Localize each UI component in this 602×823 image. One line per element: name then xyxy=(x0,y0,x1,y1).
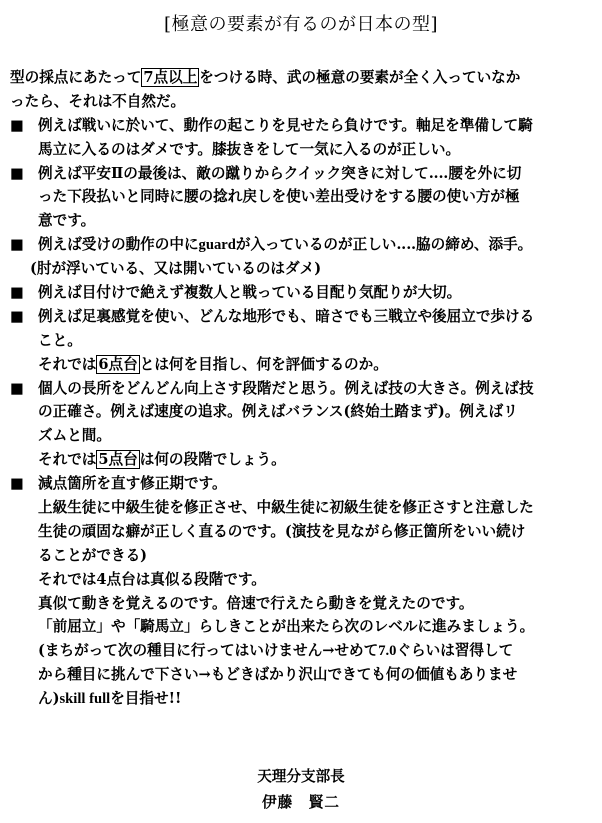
document-body xyxy=(10,66,594,711)
bullet-text-continued: それでは4点台は真似る段階です。 xyxy=(38,570,266,588)
bullet-square-icon: ■ xyxy=(10,284,24,302)
bullet-text-continued: ることができる) xyxy=(38,546,148,564)
note-text: を目指せ!! xyxy=(110,690,182,708)
note-text: (まちがって次の種目に行ってはいけません→せめて xyxy=(38,642,379,660)
score-value: 7.0 xyxy=(378,643,397,660)
bullet-text: 例えば平安Ⅱの最後は、敵の蹴りからクイック突きに対して‥‥腰を外に切 xyxy=(38,164,522,182)
note-text: ぐらいは習得して xyxy=(396,642,514,660)
bullet-item-2 xyxy=(10,162,594,186)
question-text: それでは xyxy=(38,451,97,469)
bullet-square-icon: ■ xyxy=(10,164,24,182)
bullet-text-continued: から種目に挑んで下さい→もどきばかり沢山できても何の価値もありませ xyxy=(38,666,518,684)
bullet-square-icon: ■ xyxy=(10,379,24,397)
question-text: それでは xyxy=(38,355,97,373)
bullet-text-continued: 馬立に入るのはダメです。膝抜きをして一気に入るのが正しい。 xyxy=(38,140,461,158)
intro-line-1 xyxy=(10,66,594,90)
bullet-square-icon: ■ xyxy=(10,236,24,254)
bullet-square-icon: ■ xyxy=(10,307,24,325)
page-title: [極意の要素が有るのが日本の型] xyxy=(163,14,439,35)
score-box-6: 6点台 xyxy=(98,355,138,373)
intro-text: 型の採点にあたって xyxy=(10,69,142,86)
score-box-7: 7点以上 xyxy=(143,69,198,86)
bullet-text-continued: 上級生徒に中級生徒を修正させ、中級生徒に初級生徒を修正さすと注意した xyxy=(38,499,534,517)
bullet-item-5 xyxy=(10,305,594,329)
skill-full-term: skill full xyxy=(59,691,111,708)
bullet-text: 例えば足裏感覚を使い、どんな地形でも、暗さでも三戦立や後屈立で歩ける xyxy=(38,307,535,325)
bullet-text-continued: の正確さ。例えば速度の追求。例えばバランス(終始土踏まず)。例えばリ xyxy=(38,403,518,421)
bullet-text: 個人の長所をどんどん向上さす段階だと思う。例えば技の大きさ。例えば技 xyxy=(38,379,534,397)
bullet-item-7 xyxy=(10,472,594,496)
bullet-item-3 xyxy=(10,233,594,257)
bullet-square-icon: ■ xyxy=(10,475,24,493)
bullet-text-continued: 「前屈立」や「騎馬立」らしきことが出来たら次のレベルに進みましょう。 xyxy=(38,618,535,636)
bullet-text-continued: 生徒の頑固な癖が正しく直るのです。(演技を見ながら修正箇所をいい続け xyxy=(38,522,526,540)
bullet-text-continued: 真似て動きを覚えるのです。倍速で行えたら動きを覚えたのです。 xyxy=(38,594,474,612)
bullet-text: 減点箇所を直す修正期です。 xyxy=(38,475,227,493)
bullet-text-continued: 意です。 xyxy=(38,212,96,230)
bullet-text-continued xyxy=(10,687,594,711)
bullet-item-6 xyxy=(10,377,594,401)
score-box-5: 5点台 xyxy=(98,451,138,469)
intro-text: をつける時、武の極意の要素が全く入っていなか xyxy=(199,69,521,86)
question-text: は何の段階でしょう。 xyxy=(139,451,286,469)
question-text: とは何を目指し、何を評価するのか。 xyxy=(139,355,388,373)
signature-name: 伊藤 賢二 xyxy=(262,794,340,811)
signature-department: 天理分支部長 xyxy=(257,768,345,785)
question-5-points xyxy=(10,448,594,472)
bullet-text: 例えば戦いに於いて、動作の起こりを見せたら負けです。軸足を準備して騎 xyxy=(38,116,533,134)
note-text: ん) xyxy=(38,690,60,708)
bullet-square-icon: ■ xyxy=(10,116,24,134)
question-6-points xyxy=(10,353,594,377)
intro-line-2: ったら、それは不自然だ。 xyxy=(10,92,186,110)
bullet-text-continued: ズムと間。 xyxy=(38,427,111,445)
guard-term: guard xyxy=(198,237,236,254)
bullet-text: 例えば受けの動作の中に xyxy=(38,236,199,254)
bullet-text: 例えば目付けで絶えず複数人と戦っている目配り気配りが大切。 xyxy=(38,284,462,302)
bullet-text-continued xyxy=(10,639,594,663)
bullet-text-continued: った下段払いと同時に腰の捻れ戻しを使い差出受けをする腰の使い方が極 xyxy=(38,188,520,206)
bullet-item-4 xyxy=(10,281,594,305)
bullet-text-continued: こと。 xyxy=(38,331,82,349)
bullet-item-1 xyxy=(10,114,594,138)
bullet-text-continued: (肘が浮いている、又は開いているのはダメ) xyxy=(30,260,322,278)
bullet-text: が入っているのが正しい‥‥脇の締め、添手。 xyxy=(235,236,533,254)
